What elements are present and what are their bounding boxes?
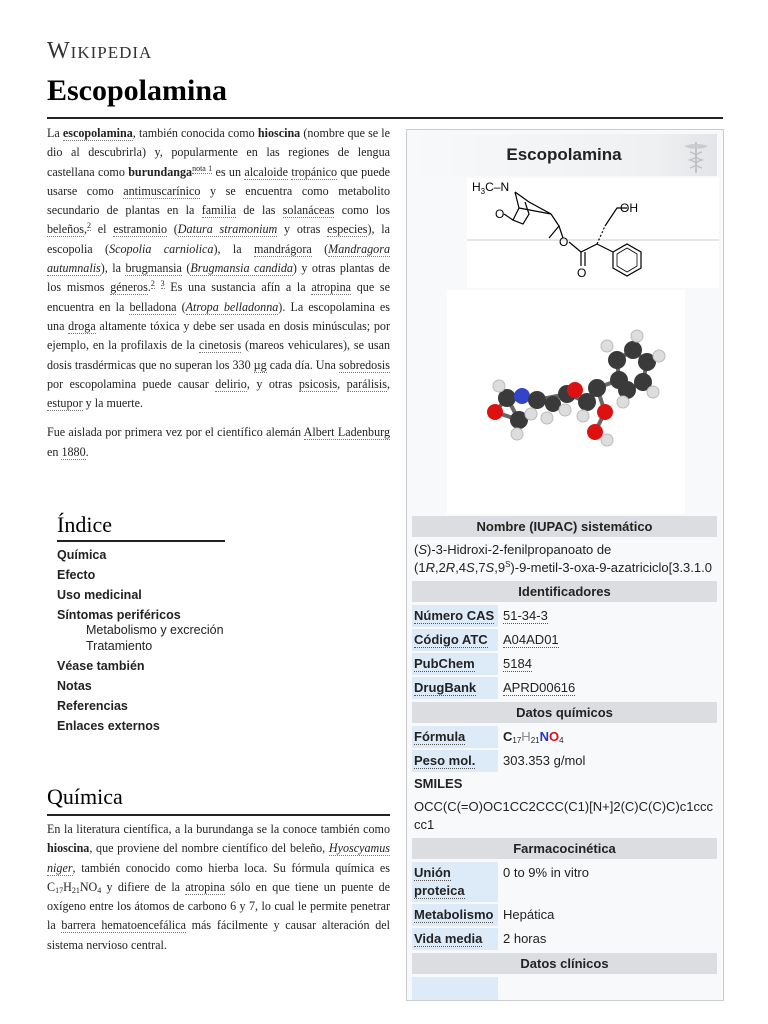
- link-belladona[interactable]: belladona: [129, 299, 177, 314]
- iupac-header[interactable]: Nombre (IUPAC) sistemático: [412, 516, 717, 537]
- row-value: 2 horas: [500, 928, 717, 950]
- ref-2[interactable]: 2: [86, 221, 91, 231]
- link-psicosis[interactable]: psicosis: [298, 376, 338, 391]
- ref-3[interactable]: 3: [160, 279, 165, 289]
- caduceus-icon: [681, 140, 711, 174]
- link-microgramo[interactable]: µg: [253, 357, 267, 372]
- term-burundanga: burundanga: [128, 164, 193, 179]
- infobox-table: [412, 514, 717, 1001]
- link-tropanico[interactable]: tropánico: [291, 164, 337, 179]
- link-mandragora-autumnalis[interactable]: Mandragora autumnalis: [47, 241, 390, 276]
- toc-item[interactable]: Notas: [57, 679, 92, 693]
- row-key[interactable]: Unión proteica: [412, 862, 498, 902]
- toc-item[interactable]: Enlaces externos: [57, 719, 160, 733]
- infobox-row: [412, 976, 717, 1001]
- link-brugmansia[interactable]: brugmansia: [125, 261, 182, 276]
- title-divider: [47, 117, 723, 119]
- link-especies[interactable]: especies: [327, 222, 368, 237]
- term-escopolamina: escopolamina: [62, 126, 133, 140]
- link-atropina[interactable]: atropina: [311, 280, 352, 295]
- intro-paragraph-2: Fue aislada por primera vez por el científico alemán Albert Ladenburg en 1880.: [47, 425, 390, 459]
- link-brugmansia-candida[interactable]: Brugmansia candida: [190, 261, 293, 276]
- toc-subitem[interactable]: Metabolismo y excreción: [86, 623, 224, 637]
- infobox-row: [412, 725, 717, 749]
- svg-text:H3C–N: $H_3C-N$: [472, 180, 510, 196]
- toc-item[interactable]: Química: [57, 548, 107, 562]
- structural-formula-image[interactable]: [467, 178, 719, 288]
- row-key[interactable]: Fórmula: [412, 726, 498, 748]
- link-atropa-belladonna[interactable]: Atropa belladonna: [185, 299, 279, 314]
- infobox-row: [412, 652, 717, 676]
- datos-clinicos-header: Datos clínicos: [412, 953, 717, 974]
- row-key[interactable]: Peso mol.: [412, 750, 498, 772]
- link-datura[interactable]: Datura stramonium: [177, 222, 278, 237]
- row-key[interactable]: DrugBank: [412, 677, 498, 699]
- note-ref-1[interactable]: nota 1: [192, 163, 213, 173]
- row-value[interactable]: APRD00616: [500, 677, 717, 699]
- svg-text:O: O: [577, 266, 587, 280]
- link-belenos[interactable]: beleños: [47, 222, 84, 237]
- smiles-value: OCC(C(=O)OC1CC2CCC(C1)[N+]2(C)C(C)C)c1ccccc1: [412, 796, 717, 836]
- toc-item[interactable]: Véase también: [57, 659, 145, 673]
- link-1880[interactable]: 1880: [61, 444, 86, 459]
- row-key[interactable]: PubChem: [412, 653, 498, 675]
- wikipedia-wordmark[interactable]: Wikipedia: [47, 38, 153, 64]
- farmacocinetica-header: Farmacocinética: [412, 838, 717, 859]
- infobox-row: [412, 927, 717, 951]
- row-value[interactable]: A04AD01: [500, 629, 717, 651]
- toc-title: Índice: [57, 512, 225, 542]
- section-divider: [47, 814, 390, 816]
- page-title: Escopolamina: [47, 74, 228, 107]
- row-key[interactable]: Número CAS: [412, 605, 498, 627]
- ref-2b[interactable]: 2: [150, 279, 155, 289]
- link-droga[interactable]: droga: [68, 318, 96, 333]
- row-key[interactable]: Metabolismo: [412, 904, 498, 926]
- svg-text:O: O: [559, 235, 569, 249]
- row-key[interactable]: Vida media: [412, 928, 498, 950]
- table-of-contents: [57, 512, 227, 739]
- link-generos[interactable]: géneros: [110, 280, 148, 295]
- link-atropina[interactable]: atropina: [185, 879, 225, 894]
- link-paralisis[interactable]: parálisis: [346, 376, 387, 391]
- ball-and-stick-model-image[interactable]: [447, 290, 685, 514]
- link-barrera-hematoencefalica[interactable]: barrera hematoencefálica: [61, 918, 186, 933]
- infobox-row: [412, 749, 717, 773]
- identificadores-header: Identificadores: [412, 581, 717, 602]
- link-albert-ladenburg[interactable]: Albert Ladenburg: [303, 425, 390, 440]
- link-delirio[interactable]: delirio: [215, 376, 247, 391]
- link-familia[interactable]: familia: [201, 203, 236, 218]
- row-value: Hepática: [500, 904, 717, 926]
- toc-item[interactable]: Efecto: [57, 568, 96, 582]
- iupac-value: (S)-3-Hidroxi-2-fenilpropanoato de $(1R,2R,4S,7S,9^S)-9-metil-3-oxa-9-azatriciclo[3.3.1.0$: [412, 539, 717, 579]
- quimica-section: [47, 820, 390, 955]
- link-cinetosis[interactable]: cinetosis: [198, 338, 242, 353]
- drug-infobox: [406, 129, 724, 1001]
- infobox-row: [412, 676, 717, 700]
- toc-subitem[interactable]: Tratamiento: [86, 639, 153, 653]
- link-alcaloide[interactable]: alcaloide: [244, 164, 288, 179]
- link-hyoscyamus-niger[interactable]: Hyoscyamus niger: [47, 841, 390, 875]
- row-value: 303.353 g/mol: [500, 750, 717, 772]
- link-solanaceas[interactable]: solanáceas: [282, 203, 335, 218]
- term-hioscina: hioscina: [47, 841, 90, 856]
- toc-item[interactable]: Síntomas periféricos Metabolismo y excreción Tratamiento: [57, 608, 227, 653]
- link-sobredosis[interactable]: sobredosis: [338, 357, 390, 372]
- toc-list: [57, 548, 227, 733]
- quimica-paragraph: En la literatura científica, a la burundanga se la conoce también como hioscina, que proviene del nombre científico del beleño, Hyoscyamus niger, también conocido como hierba loca. Su fórmula química es $C_{17}H_{21}NO_4$ y difiere de la atropina sólo en que tiene un puente de oxígeno entre los átomos de carbono 6 y 7, lo cual le permite penetrar la barrera hematoencefálica más fácilmente y causar alteración del sistema nervioso central.: [47, 822, 390, 952]
- infobox-row: [412, 903, 717, 927]
- datos-quimicos-header: Datos químicos: [412, 702, 717, 723]
- toc-sublist: [86, 623, 227, 653]
- link-estupor[interactable]: estupor: [47, 396, 83, 411]
- row-value: 0 to 9% in vitro: [500, 862, 717, 902]
- toc-item[interactable]: Uso medicinal: [57, 588, 142, 602]
- link-antimuscarinico[interactable]: antimuscarínico: [123, 183, 201, 198]
- term-hioscina: hioscina: [257, 126, 301, 140]
- link-estramonio[interactable]: estramonio: [113, 222, 167, 237]
- infobox-row: [412, 628, 717, 652]
- section-heading-quimica: Química: [47, 784, 123, 809]
- infobox-row: [412, 604, 717, 628]
- link-mandragora[interactable]: mandrágora: [254, 241, 312, 256]
- row-value[interactable]: 51-34-3: [500, 605, 717, 627]
- formula-value[interactable]: $C_{17}H_{21}NO_4$: [500, 726, 717, 748]
- toc-item[interactable]: Referencias: [57, 699, 128, 713]
- infobox-row: [412, 861, 717, 903]
- smiles-key[interactable]: SMILES: [414, 776, 463, 791]
- infobox-title: Escopolamina: [411, 134, 717, 176]
- text-scopolia: Scopolia carniolica: [109, 241, 214, 256]
- svg-text:OH: OH: [620, 201, 638, 215]
- row-value[interactable]: 5184: [500, 653, 717, 675]
- svg-text:O: O: [495, 207, 505, 221]
- row-key[interactable]: Código ATC: [412, 629, 498, 651]
- row-key: [412, 977, 498, 1001]
- row-value: [500, 977, 717, 1001]
- intro-section: [47, 124, 390, 472]
- intro-paragraph-1: La escopolamina, también conocida como hioscina (nombre que se le dio al descubrirla) y, popularmente en las regiones de lengua castellana como burundanga$^{nota 1}$ es un alcaloide tropánico que puede usarse como antimuscarínico y se encuentra como metabolito secundario de plantas en la familia de las solanáceas como los beleños,$^2$ el estramonio (Datura stramonium y otras especies), la escopolia (Scopolia carniolica), la mandrágora (Mandragora autumnalis), la brugmansia (Brugmansia candida) y otras plantas de los mismos géneros.$^2$ $^3$ Es una sustancia afín a la atropina que se encuentra en la belladona (Atropa belladonna). La escopolamina es una droga altamente tóxica y debe ser usada en dosis minúsculas; por ejemplo, en la profilaxis de la cinetosis (mareos vehiculares), se usan dosis trasdérmicas que no superan los 330 µg cada día. Una sobredosis por escopolamina puede causar delirio, y otras psicosis, parálisis, estupor y la muerte.: [47, 126, 391, 411]
